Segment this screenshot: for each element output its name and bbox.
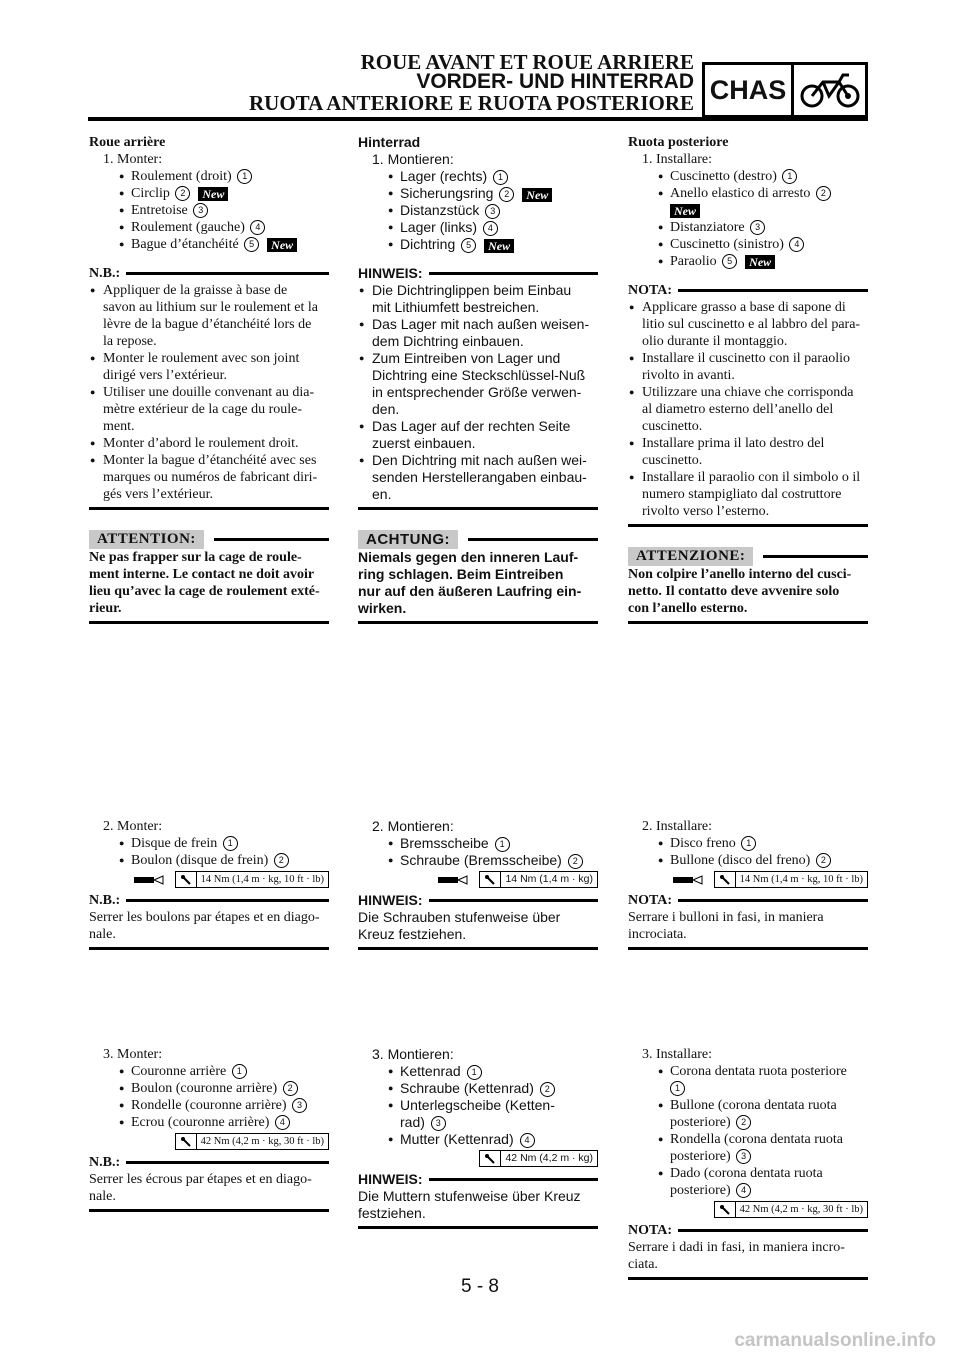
it-note-end-rule (628, 524, 868, 527)
de-note-header: HINWEIS: (358, 265, 598, 282)
de-note-2: ● Das Lager mit nach außen weisen- dem Dichtring einbauen. (358, 316, 598, 350)
de-s3-item-3: ● Unterlegscheibe (Ketten- (358, 1097, 598, 1114)
fr-section-1 (89, 134, 329, 624)
it-note-5: ● Installare il paraolio con il simbolo o il numero stampigliato dal costruttore rivolto verso l’esterno. (628, 469, 868, 520)
it-s2-step: 2. Installare: (642, 819, 712, 834)
it-s3-item-1: ● Corona dentata ruota posteriore (628, 1063, 868, 1080)
fr-s1-item-3: ● Entretoise 3 (89, 202, 329, 219)
new-tag: New (198, 187, 228, 201)
de-note-3: ● Zum Eintreiben von Lager und Dichtring eine Steckschlüssel-Nuß in entsprechender Größe verwen- den. (358, 350, 598, 418)
de-section-2 (358, 818, 598, 950)
fr-note-1: ● Appliquer de la graisse à base de savon au lithium sur le roulement et la lèvre de la bague d’étanchéité lors de la repose. (89, 282, 329, 350)
de-s1-item-4: ● Lager (links) 4 (358, 219, 598, 236)
fr-s3-item-4: ● Ecrou (couronne arrière) 4 (89, 1114, 329, 1131)
section-badge (702, 62, 868, 118)
de-note-4: ● Das Lager auf der rechten Seite zuerst einbauen. (358, 418, 598, 452)
title-fr: ROUE AVANT ET ROUE ARRIERE (360, 50, 694, 74)
motorcycle-icon (794, 65, 865, 115)
it-section-2 (628, 818, 868, 950)
loctite-icon (672, 874, 708, 886)
torque-wrench-icon (715, 1202, 736, 1217)
it-s3-note-header: NOTA: (628, 1222, 868, 1239)
loctite-icon (133, 874, 169, 886)
de-s2-step: 2. Montieren: (372, 818, 454, 834)
new-tag: New (670, 204, 700, 218)
torque-wrench-icon (480, 872, 501, 887)
fr-s1-item-5: ● Bague d’étanchéité 5 New (89, 236, 329, 253)
fr-s2-note: Serrer les boulons par étapes et en diago- nale. (89, 910, 320, 942)
it-s1-item-1: ● Cuscinetto (destro) 1 (628, 168, 868, 185)
fr-s1-item-4: ● Roulement (gauche) 4 (89, 219, 329, 236)
it-s3-item-4: ● Dado (corona dentata ruota (628, 1165, 868, 1182)
de-note-5: ● Den Dichtring mit nach außen wei- senden Herstellerangaben einbau- en. (358, 452, 598, 503)
fr-note-3: ● Utiliser une douille convenant au dia- mètre extérieur de la cage du roule- ment. (89, 384, 329, 435)
fr-note-header: N.B.: (89, 265, 329, 282)
it-s3-item-2: ● Bullone (corona dentata ruota (628, 1097, 868, 1114)
it-s1-item-5: ● Paraolio 5 New (628, 253, 868, 270)
fr-warning-text: Ne pas frapper sur la cage de roule- ment interne. Le contact ne doit avoir lieu qu’avec la cage de roulement exté- rieur. (89, 550, 320, 616)
de-s3-note: Die Muttern stufenweise über Kreuz festziehen. (358, 1188, 581, 1221)
de-warning-header: ACHTUNG: (358, 530, 598, 549)
fr-warning-end-rule (89, 621, 329, 624)
torque-wrench-icon (480, 1151, 501, 1166)
it-section-1 (628, 134, 868, 624)
fr-s1-step: 1. Monter: (103, 152, 163, 167)
page-number: 5 - 8 (460, 1276, 500, 1297)
it-s1-item-2: ● Anello elastico di arresto 2 (628, 185, 868, 202)
it-s1-item-4: ● Cuscinetto (sinistro) 4 (628, 236, 868, 253)
fr-s3-end-rule (89, 1209, 329, 1212)
it-note-2: ● Installare il cuscinetto con il paraolio rivolto in avanti. (628, 350, 868, 384)
it-s1-item-2-new (628, 202, 868, 219)
fr-s1-item-1: ● Roulement (droit) 1 (89, 168, 329, 185)
it-s1-title: Ruota posteriore (628, 135, 729, 150)
de-s3-item-3-cont: rad) 3 (358, 1114, 598, 1131)
it-s1-item-3: ● Distanziatore 3 (628, 219, 868, 236)
fr-s1-title: Roue arrière (89, 135, 166, 150)
it-s3-item-3-cont: posteriore) 3 (628, 1148, 868, 1165)
loctite-icon (437, 874, 473, 886)
fr-s3-item-1: ● Couronne arrière 1 (89, 1063, 329, 1080)
fr-s2-note-header: N.B.: (89, 892, 329, 909)
it-s2-note-header: NOTA: (628, 892, 868, 909)
new-tag: New (484, 239, 514, 253)
torque-wrench-icon (176, 1134, 197, 1149)
de-s1-item-1: ● Lager (rechts) 1 (358, 168, 598, 185)
de-s3-torque: 42 Nm (4,2 m · kg) (358, 1150, 598, 1167)
it-s3-item-3: ● Rondella (corona dentata ruota (628, 1131, 868, 1148)
it-warning-header: ATTENZIONE: (628, 547, 868, 566)
it-note-4: ● Installare prima il lato destro del cuscinetto. (628, 435, 868, 469)
de-s2-item-1: ● Bremsscheibe 1 (358, 835, 598, 852)
it-section-3 (628, 1046, 868, 1280)
de-section-3 (358, 1046, 598, 1229)
de-s1-step: 1. Montieren: (372, 151, 454, 167)
it-s3-item-2-cont: posteriore) 2 (628, 1114, 868, 1131)
title-it: RUOTA ANTERIORE E RUOTA POSTERIORE (249, 91, 694, 115)
fr-s2-end-rule (89, 947, 329, 950)
de-s3-end-rule (358, 1226, 598, 1229)
de-s1-item-5: ● Dichtring 5 New (358, 236, 598, 253)
fr-note-2: ● Monter le roulement avec son joint dirigé vers l’extérieur. (89, 350, 329, 384)
it-s2-note: Serrare i bulloni in fasi, in maniera incrociata. (628, 910, 824, 942)
it-s3-item-4-cont: posteriore) 4 (628, 1182, 868, 1199)
de-s1-item-3: ● Distanzstück 3 (358, 202, 598, 219)
de-s2-note-header: HINWEIS: (358, 892, 598, 909)
it-s3-item-1-num: 1 (628, 1080, 868, 1097)
fr-s2-step: 2. Monter: (103, 819, 163, 834)
watermark: carmanualsonline.info (734, 1330, 936, 1351)
it-s2-item-2: ● Bullone (disco del freno) 2 (628, 852, 868, 869)
de-s2-note: Die Schrauben stufenweise über Kreuz festziehen. (358, 909, 561, 942)
it-warning-end-rule (628, 621, 868, 624)
de-s3-item-2: ● Schraube (Kettenrad) 2 (358, 1080, 598, 1097)
fr-note-end-rule (89, 507, 329, 510)
it-s3-note: Serrare i dadi in fasi, in maniera incro- ciata. (628, 1240, 845, 1272)
fr-s1-item-2: ● Circlip 2 New (89, 185, 329, 202)
de-section-1 (358, 134, 598, 624)
fr-s3-note-header: N.B.: (89, 1154, 329, 1171)
fr-s3-item-3: ● Rondelle (couronne arrière) 3 (89, 1097, 329, 1114)
fr-s3-note: Serrer les écrous par étapes et en diago- nale. (89, 1172, 312, 1204)
torque-wrench-icon (176, 872, 197, 887)
de-note-1: ● Die Dichtringlippen beim Einbau mit Lithiumfett bestreichen. (358, 282, 598, 316)
de-s3-note-header: HINWEIS: (358, 1171, 598, 1188)
de-s3-item-1: ● Kettenrad 1 (358, 1063, 598, 1080)
de-s2-torque: 14 Nm (1,4 m · kg) (358, 871, 598, 888)
de-s1-title: Hinterrad (358, 134, 421, 150)
fr-s2-item-1: ● Disque de frein 1 (89, 835, 329, 852)
de-s2-end-rule (358, 947, 598, 950)
new-tag: New (745, 255, 775, 269)
de-s3-step: 3. Montieren: (372, 1046, 454, 1062)
it-s2-end-rule (628, 947, 868, 950)
it-s2-torque: 14 Nm (1,4 m · kg, 10 ft · lb) (628, 871, 868, 888)
de-warning-end-rule (358, 621, 598, 624)
header-rule (88, 117, 868, 121)
it-s2-item-1: ● Disco freno 1 (628, 835, 868, 852)
fr-s2-item-2: ● Boulon (disque de frein) 2 (89, 852, 329, 869)
de-note-end-rule (358, 507, 598, 510)
fr-note-4: ● Monter d’abord le roulement droit. (89, 435, 329, 452)
fr-s3-torque: 42 Nm (4,2 m · kg, 30 ft · lb) (89, 1133, 329, 1150)
it-note-1: ● Applicare grasso a base di sapone di litio sul cuscinetto e al labbro del para- olio durante il montaggio. (628, 299, 868, 350)
it-s1-step: 1. Installare: (642, 152, 712, 167)
it-warning-text: Non colpire l’anello interno del cusci- netto. Il contatto deve avvenire solo con l’anello esterno. (628, 567, 852, 616)
fr-section-2 (89, 818, 329, 950)
fr-warning-header: ATTENTION: (89, 530, 329, 549)
torque-wrench-icon (715, 872, 736, 887)
it-s3-torque: 42 Nm (4,2 m · kg, 30 ft · lb) (628, 1201, 868, 1218)
it-s3-step: 3. Installare: (642, 1047, 712, 1062)
de-s1-item-2: ● Sicherungsring 2 New (358, 185, 598, 202)
it-note-3: ● Utilizzare una chiave che corrisponda al diametro esterno dell’anello del cuscinetto. (628, 384, 868, 435)
fr-section-3 (89, 1046, 329, 1212)
new-tag: New (522, 188, 552, 202)
section-badge-label: CHAS (705, 65, 794, 115)
de-warning-text: Niemals gegen den inneren Lauf- ring schlagen. Beim Eintreiben nur auf den äußeren Laufring ein- wirken. (358, 549, 582, 616)
de-s3-item-4: ● Mutter (Kettenrad) 4 (358, 1131, 598, 1148)
fr-s3-item-2: ● Boulon (couronne arrière) 2 (89, 1080, 329, 1097)
fr-s2-torque: 14 Nm (1,4 m · kg, 10 ft · lb) (89, 871, 329, 888)
new-tag: New (267, 238, 297, 252)
fr-s3-step: 3. Monter: (103, 1047, 163, 1062)
it-note-header: NOTA: (628, 282, 868, 299)
fr-note-5: ● Monter la bague d’étanchéité avec ses marques ou numéros de fabricant diri- gés vers l’extérieur. (89, 452, 329, 503)
title-de: VORDER- UND HINTERRAD (416, 70, 694, 93)
de-s2-item-2: ● Schraube (Bremsscheibe) 2 (358, 852, 598, 869)
